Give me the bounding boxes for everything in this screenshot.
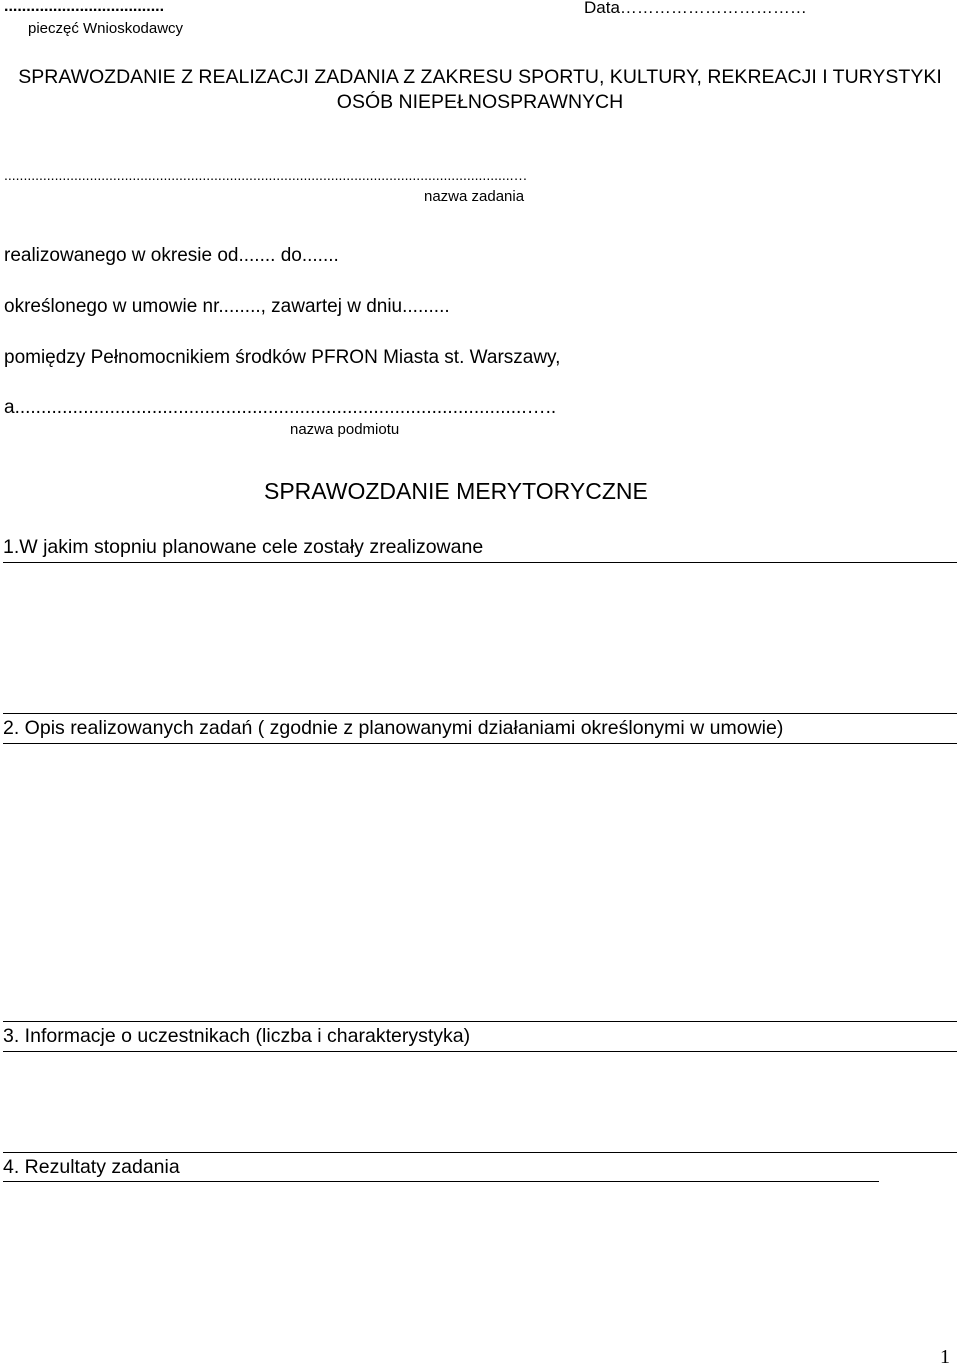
period-field[interactable]: realizowanego w okresie od....... do.......: [4, 245, 339, 266]
question-1-label: 1.W jakim stopniu planowane cele zostały zrealizowane: [3, 536, 484, 558]
section-heading: SPRAWOZDANIE MERYTORYCZNE: [264, 478, 648, 504]
task-name-label: nazwa zadania: [424, 188, 525, 205]
page-number: 1: [940, 1346, 950, 1368]
answer-1-end-line: [3, 713, 957, 714]
date-field[interactable]: Data……………………………: [584, 0, 807, 17]
question-3-label: 3. Informacje o uczestnikach (liczba i charakterystyka): [3, 1025, 471, 1047]
contract-field[interactable]: określonego w umowie nr........, zawartej w dniu.........: [4, 296, 450, 317]
question-2-line: [3, 743, 957, 744]
question-1-line: [3, 562, 957, 563]
question-3-line: [3, 1051, 957, 1052]
question-2-label: 2. Opis realizowanych zadań ( zgodnie z planowanymi działaniami określonymi w umowie): [3, 717, 784, 739]
entity-name-label: nazwa podmiotu: [290, 421, 400, 438]
answer-2-end-line: [3, 1021, 957, 1022]
document-title: SPRAWOZDANIE Z REALIZACJI ZADANIA Z ZAKRESU SPORTU, KULTURY, REKREACJI I TURYSTYKI OSÓB NIEPEŁNOSPRAWNYCH: [18, 66, 942, 113]
parties-text: pomiędzy Pełnomocnikiem środków PFRON Miasta st. Warszawy,: [4, 347, 561, 368]
question-4-underline: [3, 1181, 879, 1182]
task-name-field[interactable]: ...................................................................................................................................…: [4, 167, 528, 183]
entity-name-field[interactable]: a.................................................................................................…..: [4, 397, 557, 418]
answer-3-end-line: [3, 1152, 957, 1153]
stamp-placeholder-dots: ....................................: [4, 0, 165, 15]
stamp-label: pieczęć Wnioskodawcy: [28, 20, 184, 37]
question-4-label: 4. Rezultaty zadania: [3, 1156, 180, 1178]
